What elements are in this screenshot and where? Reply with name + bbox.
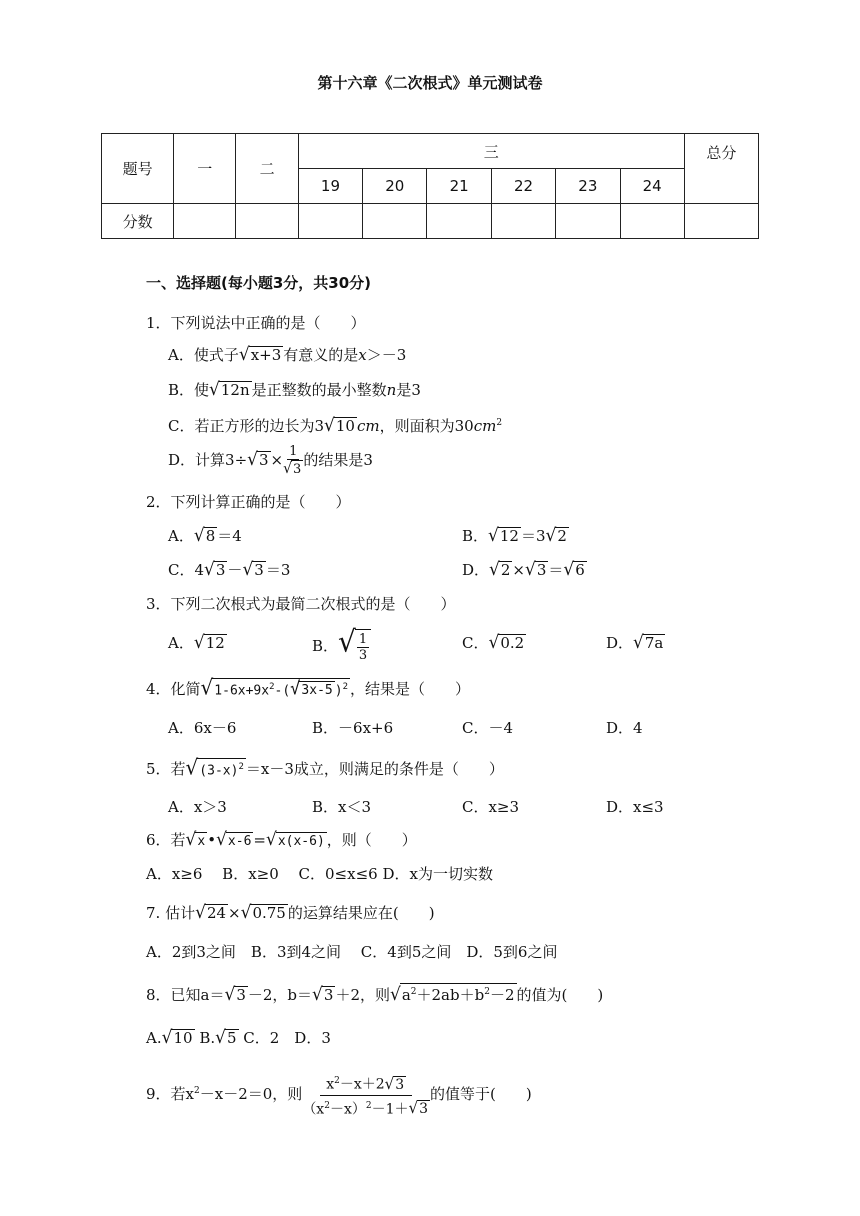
text: ＝4 [217, 527, 242, 545]
score-col: 19 [298, 169, 362, 204]
radicand: 7a [644, 634, 664, 652]
score-col: 22 [491, 169, 555, 204]
superscript: 2 [410, 987, 417, 997]
text: ，结果是（ ） [349, 680, 470, 698]
superscript: 2 [269, 681, 275, 692]
text: －1＋ [371, 1101, 409, 1118]
question-5-stem [146, 754, 504, 780]
superscript: 2 [324, 1100, 330, 1111]
score-header-er: 二 [236, 134, 298, 204]
radicand: x-6 [227, 834, 252, 849]
question-4-stem [146, 674, 470, 700]
sqrt-sign: √ [240, 902, 252, 924]
score-col: 24 [620, 169, 684, 204]
text: n [386, 381, 397, 399]
page-title: 第十六章《二次根式》单元测试卷 [317, 74, 543, 92]
sqrt-sign: √ [216, 829, 227, 851]
radicand: 10 [173, 1029, 193, 1047]
radicand: 8 [205, 527, 216, 545]
radicand: 10 [335, 417, 355, 435]
sqrt-sign: √ [633, 632, 644, 654]
sqrt-sign: √ [185, 754, 199, 780]
numerator: 1 [358, 631, 368, 647]
text: 的值为( ) [516, 986, 604, 1004]
radicand [197, 758, 246, 779]
text: －2，b＝ [247, 986, 313, 1004]
text: × [228, 904, 241, 922]
radicand: 3 [293, 462, 302, 477]
score-header-tihao: 题号 [102, 134, 174, 204]
text: A． [168, 634, 194, 652]
radicand: 2 [557, 527, 567, 545]
radicand: 2 [500, 561, 511, 579]
superscript: 2 [496, 418, 503, 428]
question-7-options: A．2到3之间 B．3到4之间 C．4到5之间 D．5到6之间 [146, 943, 558, 961]
question-1-option-b [168, 380, 421, 400]
text: x [358, 346, 367, 364]
question-6-stem [146, 830, 417, 850]
question-5-option-b: B．x＜3 [312, 798, 372, 816]
sqrt-sign: √ [242, 559, 254, 581]
text: ) [334, 683, 343, 698]
text: ＝ [548, 561, 564, 579]
text: 6．若 [146, 831, 186, 849]
question-3-option-b [312, 622, 371, 666]
text: 的值等于( ) [430, 1085, 532, 1103]
sqrt-sign: √ [193, 632, 205, 654]
sqrt-sign: √ [489, 559, 500, 581]
fraction [302, 1071, 430, 1119]
numerator [320, 1071, 412, 1096]
radicand: 24 [206, 904, 227, 922]
text: －x） [329, 1101, 366, 1118]
sqrt-sign: √ [195, 902, 206, 924]
score-cell[interactable] [620, 204, 684, 239]
text: ＞－3 [366, 346, 407, 364]
sqrt-sign: √ [247, 449, 258, 471]
sqrt-sign: √ [238, 344, 250, 366]
text: ，则面积为30 [379, 417, 474, 435]
text: ＝x－3成立，则满足的条件是（ ） [245, 760, 504, 778]
text: － [227, 561, 243, 579]
radicand: 0.2 [500, 634, 525, 652]
text: －2 [489, 986, 515, 1004]
fraction [357, 632, 369, 663]
text: 有意义的是 [283, 346, 359, 364]
sqrt-sign: √ [324, 415, 335, 437]
sqrt-sign: √ [200, 674, 214, 700]
radicand: 6 [575, 561, 585, 579]
score-cell[interactable] [298, 204, 362, 239]
question-8-options [146, 1028, 331, 1048]
superscript: 2 [334, 1075, 340, 1086]
radicand: 3 [419, 1101, 428, 1118]
superscript: 2 [484, 987, 490, 997]
text: ＋2，则 [335, 986, 390, 1004]
numerator: 1 [289, 444, 298, 459]
radicand: 0.75 [252, 904, 286, 922]
score-cell[interactable] [556, 204, 620, 239]
text: D．计算3÷ [168, 451, 248, 469]
text: • [207, 831, 217, 849]
score-col: 23 [556, 169, 620, 204]
sqrt-sign: √ [408, 1098, 419, 1118]
sqrt-sign: √ [215, 1027, 226, 1049]
text: 8．已知a＝ [146, 986, 225, 1004]
question-7-stem [146, 903, 435, 923]
text: A． [168, 527, 194, 545]
text: A．使式子 [168, 346, 239, 364]
radicand: 12 [499, 527, 519, 545]
text: × [512, 561, 525, 579]
text: C．若正方形的边长为3 [168, 417, 325, 435]
superscript: 2 [238, 761, 244, 772]
text: ＝3 [265, 561, 291, 579]
radicand [355, 629, 371, 663]
text: cm [473, 417, 497, 435]
text: 7. 估计 [146, 904, 196, 922]
question-2-option-b [462, 526, 569, 546]
text: －x＋2 [339, 1076, 385, 1093]
question-3-stem: 3．下列二次根式为最简二次根式的是（ ） [146, 595, 456, 613]
sqrt-sign: √ [209, 379, 220, 401]
sqrt-sign: √ [389, 984, 401, 1006]
sqrt-sign: √ [488, 525, 499, 547]
superscript: 2 [342, 681, 348, 692]
text: × [270, 451, 284, 469]
text: C． [462, 634, 489, 652]
sqrt-sign: √ [185, 829, 197, 851]
radicand: 3x-5 [301, 683, 333, 698]
text: C．2 D．3 [238, 1029, 331, 1047]
sqrt-sign: √ [338, 624, 356, 659]
text: 5．若 [146, 760, 186, 778]
radicand: 3 [236, 986, 246, 1004]
score-cell[interactable] [236, 204, 298, 239]
text: B． [312, 637, 339, 655]
question-2-option-c [168, 560, 290, 580]
question-4-option-b: B．－6x+6 [312, 719, 394, 737]
radicand: 3 [536, 561, 547, 579]
score-col: 21 [427, 169, 491, 204]
text: ，则（ ） [326, 831, 417, 849]
radicand: 3 [258, 451, 269, 469]
sqrt-sign: √ [290, 678, 301, 700]
fraction [283, 444, 303, 478]
question-1-option-c [168, 413, 502, 436]
text: = [253, 831, 266, 849]
text: B．使 [168, 381, 210, 399]
text: －x－2＝0，则 [199, 1085, 303, 1103]
question-5-option-c: C．x≥3 [462, 798, 520, 816]
radicand [400, 983, 517, 1004]
question-3-option-c [462, 633, 526, 653]
text: D． [606, 634, 634, 652]
radicand: x+3 [250, 346, 282, 364]
radicand [212, 678, 350, 699]
radicand: 3 [254, 561, 264, 579]
text: 的结果是3 [303, 451, 373, 469]
question-2-option-d [462, 560, 587, 580]
text: ＝3 [520, 527, 546, 545]
sqrt-sign: √ [488, 632, 500, 654]
question-6-options: A．x≥6 B．x≥0 C．0≤x≤6 D．x为一切实数 [146, 865, 493, 883]
question-3-option-d [606, 633, 665, 653]
question-4-option-c: C．－4 [462, 719, 514, 737]
score-cell-total[interactable] [684, 204, 758, 239]
question-1-option-d [168, 443, 373, 478]
radicand: x [197, 834, 206, 849]
question-8-stem [146, 983, 603, 1005]
question-5-option-d: D．x≤3 [606, 798, 664, 816]
score-header-zongfen: 总分 [684, 134, 758, 204]
text: 是3 [396, 381, 421, 399]
radicand: 5 [226, 1029, 237, 1047]
question-5-option-a: A．x＞3 [168, 798, 227, 816]
score-cell[interactable] [174, 204, 236, 239]
sqrt-sign: √ [265, 829, 277, 851]
text: (3-x) [199, 763, 239, 778]
question-1-stem: 1．下列说法中正确的是（ ） [146, 314, 366, 332]
radicand: 3 [323, 986, 334, 1004]
text: A. [146, 1029, 162, 1047]
text: （x [302, 1101, 325, 1118]
text: x [326, 1076, 335, 1093]
score-table [101, 133, 759, 239]
sqrt-sign: √ [161, 1027, 173, 1049]
sqrt-sign: √ [545, 525, 557, 547]
sqrt-sign: √ [193, 525, 205, 547]
text: C．4 [168, 561, 205, 579]
text: B． [462, 527, 489, 545]
text: 是正整数的最小整数 [251, 381, 387, 399]
text: D． [462, 561, 490, 579]
radicand: 12n [220, 381, 250, 399]
score-cell[interactable] [427, 204, 491, 239]
score-row-fenshu: 分数 [102, 204, 174, 239]
radicand: x(x-6) [277, 834, 325, 849]
score-header-san: 三 [298, 134, 684, 169]
superscript: 2 [194, 1086, 200, 1096]
text: 的运算结果应在( ) [287, 904, 435, 922]
text: 4．化简 [146, 680, 201, 698]
text: -( [274, 683, 291, 698]
sqrt-sign: √ [224, 984, 236, 1006]
sqrt-sign: √ [204, 559, 215, 581]
question-4-option-d: D．4 [606, 719, 643, 737]
question-4-option-a: A．6x－6 [168, 719, 237, 737]
question-1-option-a [168, 345, 406, 365]
text: a [401, 986, 411, 1004]
radicand: 12 [205, 634, 225, 652]
text: ＋2ab＋b [416, 986, 485, 1004]
question-3-option-a [168, 633, 227, 653]
score-cell[interactable] [363, 204, 427, 239]
question-9-stem [146, 1068, 532, 1119]
text: cm [356, 417, 380, 435]
denominator [302, 1096, 430, 1120]
denominator: 3 [358, 647, 368, 663]
radicand: 3 [215, 561, 226, 579]
sqrt-sign: √ [384, 1074, 395, 1093]
score-header-yi: 一 [174, 134, 236, 204]
radicand: 3 [395, 1076, 405, 1093]
text: 1-6x+9x [214, 683, 270, 698]
sqrt-sign: √ [563, 559, 575, 581]
score-cell[interactable] [491, 204, 555, 239]
question-2-stem: 2．下列计算正确的是（ ） [146, 493, 351, 511]
text: B. [194, 1029, 216, 1047]
section-heading: 一、选择题(每小题3分，共30分) [146, 274, 372, 292]
text: 9．若x [146, 1085, 195, 1103]
sqrt-sign: √ [525, 559, 536, 581]
sqrt-sign: √ [283, 460, 293, 478]
denominator [283, 460, 303, 478]
question-2-option-a [168, 526, 242, 546]
sqrt-sign: √ [312, 984, 323, 1006]
score-col: 20 [363, 169, 427, 204]
superscript: 2 [365, 1100, 372, 1111]
